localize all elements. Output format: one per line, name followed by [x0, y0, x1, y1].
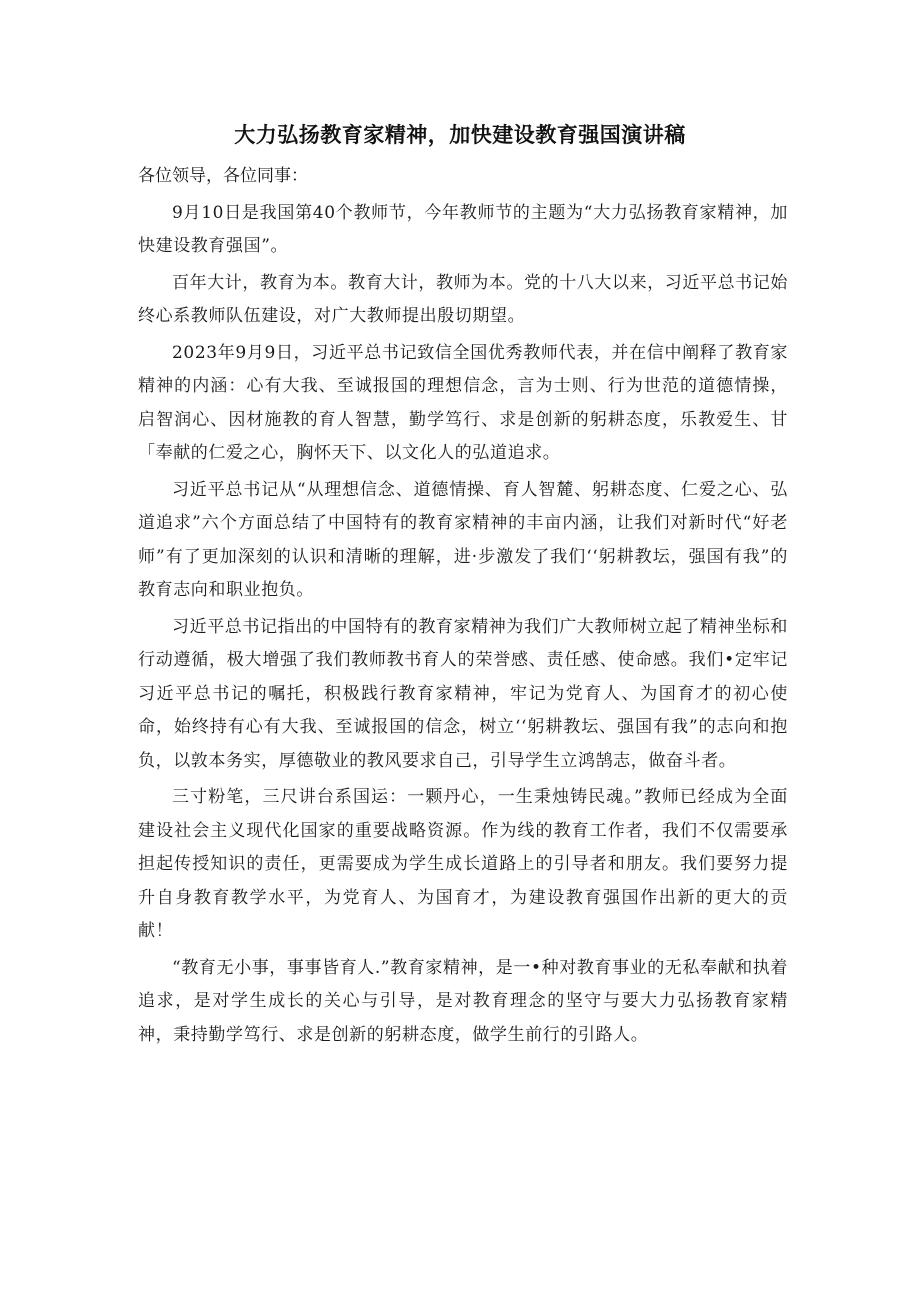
document-body	[138, 160, 788, 1055]
salutation: 各位领导，各位同事：	[138, 166, 308, 186]
paragraph-letter-2023: 2023年9月9日，习近平总书记致信全国优秀教师代表，并在信中阐释了教育家精神的内涵：心有大我、至诚报国的理想信念，言为士则、行为世范的道德情操，启智润心、因材施教的育人智慧，勤学笃行、求是创新的躬耕态度，乐教爱生、甘「奉献的仁爱之心，胸怀天下、以文化人的弘道追求。	[138, 342, 788, 463]
document-title: 大力弘扬教育家精神，加快建设教育强国演讲稿	[234, 123, 686, 147]
paragraph-spiritual-coordinates: 习近平总书记指出的中国特有的教育家精神为我们广大教师树立起了精神坐标和行动遵循，极大增强了我们教师教书育人的荣誉感、责任感、使命感。我们•定牢记习近平总书记的嘱托，积极践行教育家精神，牢记为党育人、为国育才的初心使命，始终持有心有大我、至诚报国的信念，树立‘‘躬耕教坛、强国有我”的志向和抱负，以敦本务实，厚德敬业的教风要求自己，引导学生立鸿鹄志，做奋斗者。	[138, 616, 788, 771]
paragraph-education-foundation: 百年大计，教育为本。教育大计，教师为本。党的十八大以来，习近平总书记始终心系教师队伍建设，对广大教师提出殷切期望。	[138, 272, 788, 326]
paragraph-teachers-day: 9月10日是我国第40个教师节，今年教师节的主题为“大力弘扬教育家精神，加快建设教育强国”。	[138, 202, 788, 256]
paragraph-six-aspects: 习近平总书记从“从理想信念、道德情操、育人智麓、躬耕态度、仁爱之心、弘道追求”六个方面总结了中国特有的教育家精神的丰亩内涵，让我们对新时代“好老师”有了更加深刻的认识和清晰的理解，进·步激发了我们‘‘躬耕教坛，强国有我”的教育志向和职业抱负。	[138, 479, 788, 600]
paragraph-no-small-matter: “教育无小事，事事皆育人.”教育家精神，是一•种对教育事业的无私奉献和执着追求，是对学生成长的关心与引导，是对教育理念的坚守与要大力弘扬教育家精神，秉持勤学笃行、求是创新的躬耕态度，做学生前行的引路人。	[138, 957, 789, 1045]
paragraph-strategic-resource: 三寸粉笔，三尺讲台系国运：一颗丹心，一生秉烛铸民魂。”教师已经成为全面建设社会主义现代化国家的重要战略资源。作为线的教育工作者，我们不仅需要承担起传授知识的责任，更需要成为学生成长道路上的引导者和朋友。我们要努力提升自身教育教学水平，为党育人、为国育才，为建设教育强国作出新的更大的贡献！	[138, 787, 788, 941]
